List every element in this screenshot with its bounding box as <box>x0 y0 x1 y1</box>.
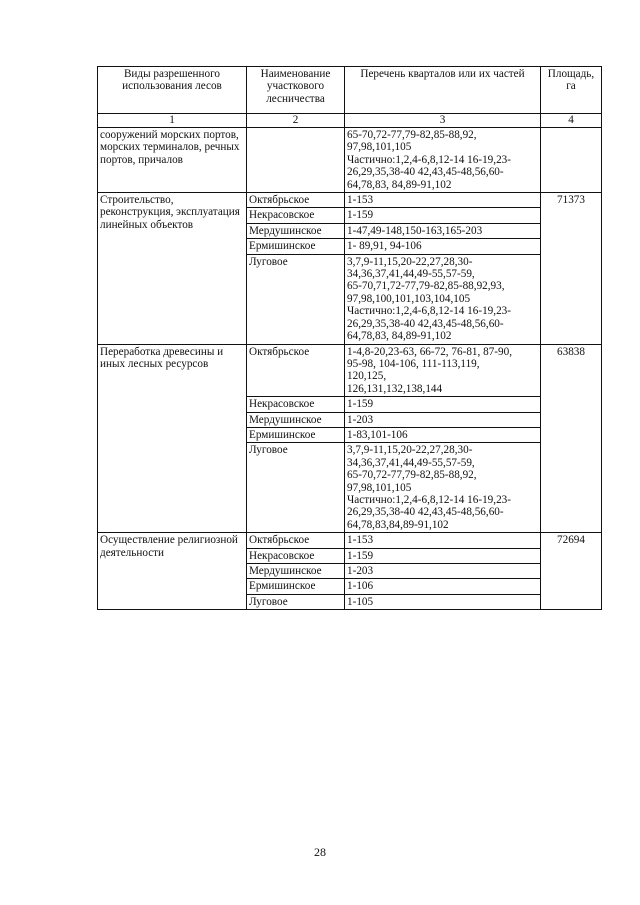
table-row <box>98 533 602 548</box>
quarters-cell: 1-153 <box>345 193 541 208</box>
column-number: 1 <box>98 114 247 128</box>
forestry-cell: Октябрьское <box>247 533 345 548</box>
quarters-cell: 65-70,72-77,79-82,85-88,92, 97,98,101,105 Частично:1,2,4-6,8,12-14 16-19,23-26,29,35,38-40 42,43,45-48,56,60-64,78,83, 84,89-91,102 <box>345 128 541 193</box>
forestry-cell: Ермишинское <box>247 579 345 594</box>
column-number: 3 <box>345 114 541 128</box>
forestry-cell: Луговое <box>247 254 345 344</box>
forestry-cell: Октябрьское <box>247 344 345 397</box>
quarters-cell: 1- 89,91, 94-106 <box>345 239 541 254</box>
quarters-cell: 1-203 <box>345 564 541 579</box>
quarters-cell: 1-203 <box>345 412 541 427</box>
use-kind-cell: сооружений морских портов, морских терминалов, речных портов, причалов <box>98 128 247 193</box>
use-kind-cell: Осуществление религиозной деятельности <box>98 533 247 610</box>
forestry-cell: Некрасовское <box>247 208 345 223</box>
quarters-cell: 3,7,9-11,15,20-22,27,28,30-34,36,37,41,44,49-55,57-59, 65-70,72-77,79-82,85-88,92, 97,98,101,105 Частично:1,2,4-6,8,12-14 16-19,23-26,29,35,38-40 42,43,45-48,56,60-64,78,83,84,89-91,102 <box>345 443 541 533</box>
quarters-cell: 1-153 <box>345 533 541 548</box>
forest-use-table <box>97 66 602 610</box>
forestry-cell: Ермишинское <box>247 427 345 442</box>
forestry-cell: Октябрьское <box>247 193 345 208</box>
page-number: 28 <box>314 845 326 859</box>
header-forestry: Наименование участкового лесничества <box>247 67 345 114</box>
header-kind: Виды разрешенного использования лесов <box>98 67 247 114</box>
forestry-cell: Некрасовское <box>247 397 345 412</box>
header-area: Площадь, га <box>541 67 602 114</box>
quarters-cell: 1-159 <box>345 397 541 412</box>
forestry-cell: Луговое <box>247 594 345 609</box>
forestry-cell: Ермишинское <box>247 239 345 254</box>
header-row <box>98 67 602 114</box>
quarters-cell: 1-159 <box>345 548 541 563</box>
forestry-cell: Луговое <box>247 443 345 533</box>
quarters-cell: 1-47,49-148,150-163,165-203 <box>345 223 541 238</box>
quarters-cell: 3,7,9-11,15,20-22,27,28,30-34,36,37,41,44,49-55,57-59, 65-70,71,72-77,79-82,85-88,92,93, 97,98,100,101,103,104,105 Частично:1,2,4-6,8,12-14 16-19,23-26,29,35,38-40 42,43,45-48,56,60-64,78,83, 84,89-91,102 <box>345 254 541 344</box>
quarters-cell: 1-105 <box>345 594 541 609</box>
header-quarters: Перечень кварталов или их частей <box>345 67 541 114</box>
column-number: 4 <box>541 114 602 128</box>
quarters-cell: 1-106 <box>345 579 541 594</box>
forestry-cell: Некрасовское <box>247 548 345 563</box>
column-number: 2 <box>247 114 345 128</box>
forestry-cell <box>247 128 345 193</box>
area-cell: 63838 <box>541 344 602 533</box>
area-cell: 71373 <box>541 193 602 344</box>
use-kind-cell: Строительство, реконструкция, эксплуатация линейных объектов <box>98 193 247 344</box>
quarters-cell: 1-4,8-20,23-63, 66-72, 76-81, 87-90, 95-98, 104-106, 111-113,119, 120,125, 126,131,132,138,144 <box>345 344 541 397</box>
quarters-cell: 1-83,101-106 <box>345 427 541 442</box>
forestry-cell: Мердушинское <box>247 564 345 579</box>
forestry-cell: Мердушинское <box>247 412 345 427</box>
table-row <box>98 128 602 193</box>
quarters-cell: 1-159 <box>345 208 541 223</box>
use-kind-cell: Переработка древесины и иных лесных ресурсов <box>98 344 247 533</box>
forestry-cell: Мердушинское <box>247 223 345 238</box>
table-row <box>98 344 602 397</box>
area-cell <box>541 128 602 193</box>
column-number-row <box>98 114 602 128</box>
table-row <box>98 193 602 208</box>
area-cell: 72694 <box>541 533 602 610</box>
